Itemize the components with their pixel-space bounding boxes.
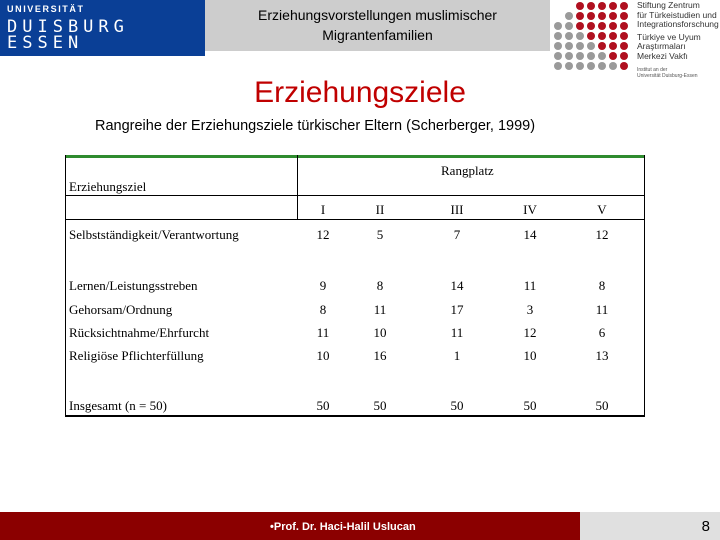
logo-dot — [565, 22, 573, 30]
table-cell: 11 — [373, 302, 387, 317]
table-cell: 11 — [595, 302, 609, 317]
logo-dot — [598, 2, 606, 10]
logo-dot — [598, 62, 606, 70]
foundation-line: Araştırmaları — [637, 41, 686, 51]
table-cell: 10 — [373, 325, 387, 340]
table-cell: 6 — [598, 325, 606, 340]
table-bottom-rule — [65, 415, 645, 417]
logo-dot — [554, 62, 562, 70]
slide-subtitle: Rangreihe der Erziehungsziele türkischer Eltern (Scherberger, 1999) — [95, 118, 536, 134]
column-header: IV — [523, 202, 537, 217]
foundation-line: Institut an der — [637, 67, 668, 73]
logo-dot — [598, 32, 606, 40]
table-cell: 8 — [376, 278, 384, 293]
logo-dot — [565, 52, 573, 60]
logo-dot — [587, 12, 595, 20]
logo-dot — [587, 62, 595, 70]
logo-dot — [620, 52, 628, 60]
table-header-rule — [65, 195, 645, 196]
table-cell: 17 — [450, 302, 464, 317]
table-cell: 1 — [453, 348, 461, 363]
logo-dot — [576, 2, 584, 10]
logo-dot — [598, 22, 606, 30]
logo-duisburg-text: DUISBURG — [7, 17, 129, 37]
logo-dot — [587, 32, 595, 40]
table-right-border — [644, 155, 645, 417]
logo-dot — [620, 12, 628, 20]
foundation-line: Merkezi Vakfı — [637, 50, 688, 61]
logo-dot — [609, 62, 617, 70]
footer-right-band — [580, 512, 720, 540]
logo-dot — [598, 12, 606, 20]
table-columns-rule — [65, 219, 645, 220]
logo-dot — [554, 52, 562, 60]
table-cell: 10 — [523, 348, 537, 363]
logo-dot — [587, 52, 595, 60]
slide-title: Erziehungsziele — [254, 76, 466, 109]
logo-dot — [598, 52, 606, 60]
logo-dot — [587, 22, 595, 30]
table-cell: 13 — [595, 348, 609, 363]
logo-dot — [620, 32, 628, 40]
header-title-line2: Migrantenfamilien — [322, 27, 433, 43]
logo-dot — [620, 62, 628, 70]
foundation-line: für Türkeistudien und — [637, 9, 717, 20]
footer-bar — [0, 512, 720, 540]
foundation-line: Universität Duisburg-Essen — [637, 73, 698, 79]
table-cell: 14 — [450, 278, 464, 293]
ranking-table — [65, 155, 645, 417]
logo-dot — [576, 42, 584, 50]
table-cell: 12 — [595, 227, 609, 242]
table-row-label: Rücksichtnahme/Ehrfurcht — [69, 325, 210, 340]
logo-dot — [554, 42, 562, 50]
logo-dot — [576, 22, 584, 30]
table-cell: 12 — [523, 325, 537, 340]
table-row-label: Religiöse Pflichterfüllung — [69, 348, 204, 363]
logo-dot — [576, 52, 584, 60]
logo-dot — [620, 2, 628, 10]
table-cell: 14 — [523, 227, 537, 242]
logo-university-text: UNIVERSITÄT — [7, 4, 85, 14]
logo-dot — [565, 62, 573, 70]
table-cell: 12 — [316, 227, 330, 242]
group-header-label: Rangplatz — [441, 163, 494, 178]
university-logo — [0, 0, 205, 56]
table-row-label: Lernen/Leistungsstreben — [69, 278, 198, 293]
logo-dot — [609, 42, 617, 50]
header-title — [205, 5, 550, 45]
logo-dot — [609, 22, 617, 30]
foundation-logo-dots — [554, 2, 632, 74]
row-header-label: Erziehungsziel — [69, 179, 147, 194]
table-cell: 16 — [373, 348, 387, 363]
logo-dot — [598, 42, 606, 50]
foundation-logo-text — [637, 1, 720, 79]
page-number: 8 — [701, 518, 710, 535]
logo-dot — [609, 52, 617, 60]
table-left-border — [65, 155, 66, 417]
logo-dot — [609, 2, 617, 10]
logo-dot — [609, 32, 617, 40]
logo-dot — [576, 32, 584, 40]
table-cell: 7 — [453, 227, 461, 242]
table-cell: 50 — [373, 398, 387, 413]
table-row-label: Gehorsam/Ordnung — [69, 302, 173, 317]
table-cell: 50 — [316, 398, 330, 413]
foundation-line: Integrationsforschung — [637, 19, 719, 29]
table-row-label: Selbstständigkeit/Verantwortung — [69, 227, 239, 242]
table-cell: 10 — [316, 348, 330, 363]
logo-dot — [565, 12, 573, 20]
table-cell: 8 — [319, 302, 327, 317]
column-header: III — [450, 202, 464, 217]
footer-author: •Prof. Dr. Haci-Halil Uslucan — [270, 521, 416, 533]
table-cell: 9 — [319, 278, 327, 293]
table-column-divider — [297, 155, 298, 220]
column-header: I — [320, 202, 326, 217]
foundation-line: Türkiye ve Uyum — [637, 31, 701, 42]
table-cell: 50 — [523, 398, 537, 413]
logo-dot — [576, 62, 584, 70]
table-cell: 50 — [595, 398, 609, 413]
table-cell: 11 — [450, 325, 464, 340]
table-top-rule — [65, 155, 645, 158]
foundation-line: Stiftung Zentrum — [637, 0, 700, 10]
logo-dot — [565, 32, 573, 40]
table-cell: 11 — [316, 325, 330, 340]
logo-dot — [587, 2, 595, 10]
table-cell: 8 — [598, 278, 606, 293]
table-cell: 5 — [376, 227, 384, 242]
logo-dot — [620, 42, 628, 50]
logo-dot — [576, 12, 584, 20]
logo-essen-text: ESSEN — [7, 33, 84, 53]
column-header: II — [375, 202, 385, 217]
logo-dot — [620, 22, 628, 30]
logo-dot — [587, 42, 595, 50]
logo-dot — [609, 12, 617, 20]
table-cell: 11 — [523, 278, 537, 293]
logo-dot — [565, 42, 573, 50]
header-title-line1: Erziehungsvorstellungen muslimischer — [258, 7, 497, 23]
table-row-label: Insgesamt (n = 50) — [69, 398, 167, 413]
table-cell: 50 — [450, 398, 464, 413]
logo-dot — [554, 22, 562, 30]
logo-dot — [554, 32, 562, 40]
table-cell: 3 — [526, 302, 534, 317]
column-header: V — [597, 202, 607, 217]
